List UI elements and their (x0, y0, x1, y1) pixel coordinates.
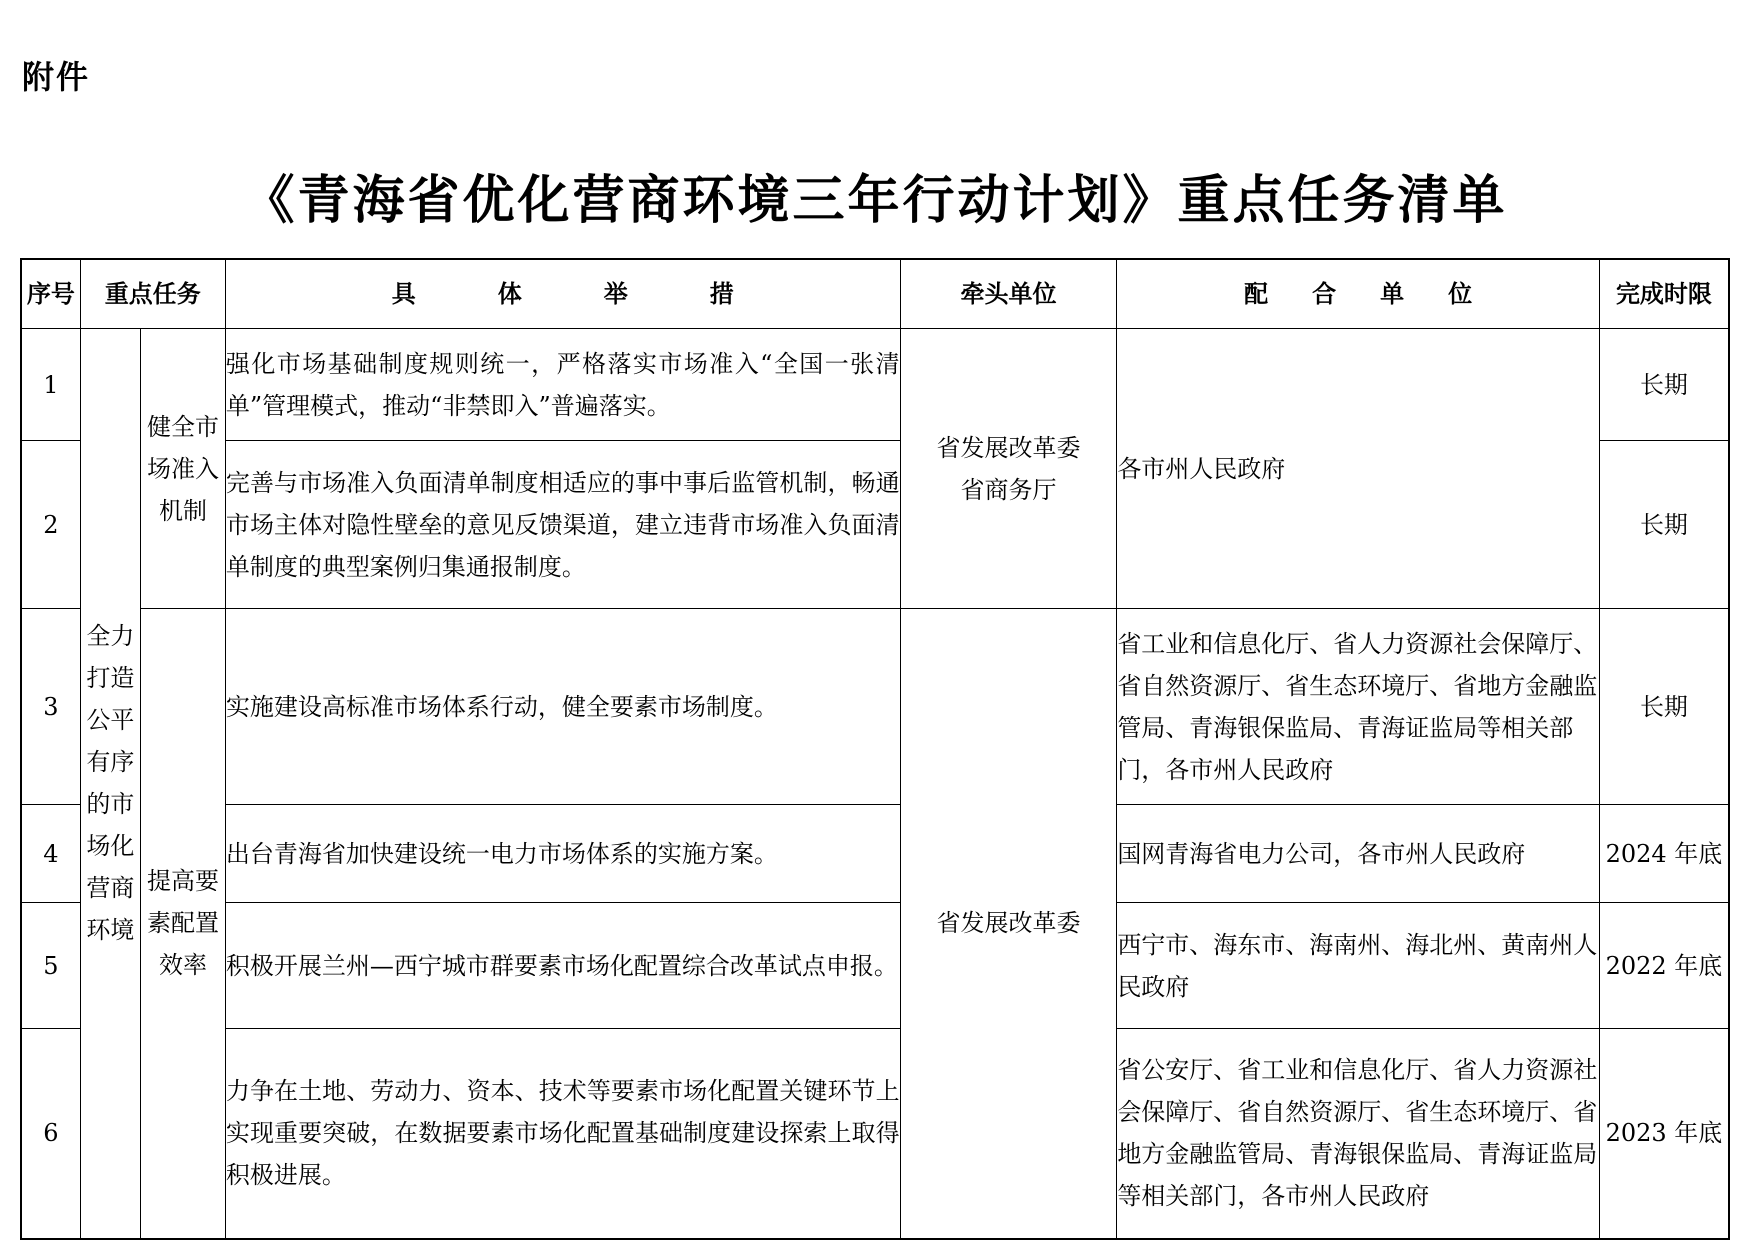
header-row (21, 259, 1729, 329)
header-measures (225, 259, 900, 329)
row-measure: 力争在土地、劳动力、资本、技术等要素市场化配置关键环节上实现重要突破，在数据要素市场化配置基础制度建设探索上取得积极进展。 (225, 1029, 900, 1239)
lead-unit-line: 省发展改革委 (936, 433, 1081, 462)
table-row (21, 903, 1729, 1029)
header-coop-char: 配 (1244, 280, 1269, 308)
row-measure: 实施建设高标准市场体系行动，健全要素市场制度。 (225, 609, 900, 805)
lead-unit-2: 省发展改革委 (900, 609, 1117, 1239)
subtask-factor-allocation: 提高要素配置效率 (141, 609, 226, 1239)
document-title: 《青海省优化营商环境三年行动计划》重点任务清单 (242, 171, 1508, 231)
table-row (21, 805, 1729, 903)
row-deadline: 长期 (1599, 329, 1729, 441)
lead-unit-line: 省商务厅 (960, 475, 1057, 504)
table-row (21, 329, 1729, 441)
header-measures-char: 举 (603, 280, 628, 308)
header-measures-char: 体 (497, 280, 522, 308)
table-row (21, 1029, 1729, 1239)
row-coop: 省公安厅、省工业和信息化厅、省人力资源社会保障厅、省自然资源厅、省生态环境厅、省地方金融监管局、青海银保监局、青海证监局等相关部门，各市州人民政府 (1117, 1029, 1600, 1239)
header-coop-char: 位 (1448, 280, 1473, 308)
row-deadline: 2023 年底 (1599, 1029, 1729, 1239)
row-coop: 西宁市、海东市、海南州、海北州、黄南州人民政府 (1117, 903, 1600, 1029)
row-deadline: 长期 (1599, 609, 1729, 805)
row-seq: 1 (21, 329, 80, 441)
row-seq: 4 (21, 805, 80, 903)
row-seq: 5 (21, 903, 80, 1029)
header-coop-char: 合 (1312, 280, 1337, 308)
header-task: 重点任务 (80, 259, 225, 329)
task-table (20, 258, 1730, 1240)
row-seq: 6 (21, 1029, 80, 1239)
row-measure: 出台青海省加快建设统一电力市场体系的实施方案。 (225, 805, 900, 903)
row-deadline: 2024 年底 (1599, 805, 1729, 903)
attachment-label: 附件 (22, 58, 91, 96)
row-deadline: 2022 年底 (1599, 903, 1729, 1029)
row-measure: 积极开展兰州—西宁城市群要素市场化配置综合改革试点申报。 (225, 903, 900, 1029)
row-measure: 完善与市场准入负面清单制度相适应的事中事后监管机制，畅通市场主体对隐性壁垒的意见反馈渠道，建立违背市场准入负面清单制度的典型案例归集通报制度。 (225, 441, 900, 609)
header-measures-char: 措 (709, 280, 734, 308)
header-seq: 序号 (21, 259, 80, 329)
header-coop (1117, 259, 1600, 329)
row-measure: 强化市场基础制度规则统一，严格落实市场准入“全国一张清单”管理模式，推动“非禁即入”普遍落实。 (225, 329, 900, 441)
row-seq: 2 (21, 441, 80, 609)
subtask-market-access: 健全市场准入机制 (141, 329, 226, 609)
header-lead: 牵头单位 (900, 259, 1117, 329)
lead-unit-1 (900, 329, 1117, 609)
header-deadline: 完成时限 (1599, 259, 1729, 329)
table-row (21, 609, 1729, 805)
header-measures-char: 具 (391, 280, 416, 308)
header-coop-char: 单 (1380, 280, 1405, 308)
category-main: 全力打造公平有序的市场化营商环境 (80, 329, 140, 1239)
coop-unit-1: 各市州人民政府 (1117, 329, 1600, 609)
row-coop: 国网青海省电力公司，各市州人民政府 (1117, 805, 1600, 903)
row-coop: 省工业和信息化厅、省人力资源社会保障厅、省自然资源厅、省生态环境厅、省地方金融监管局、青海银保监局、青海证监局等相关部门，各市州人民政府 (1117, 609, 1600, 805)
row-deadline: 长期 (1599, 441, 1729, 609)
row-seq: 3 (21, 609, 80, 805)
